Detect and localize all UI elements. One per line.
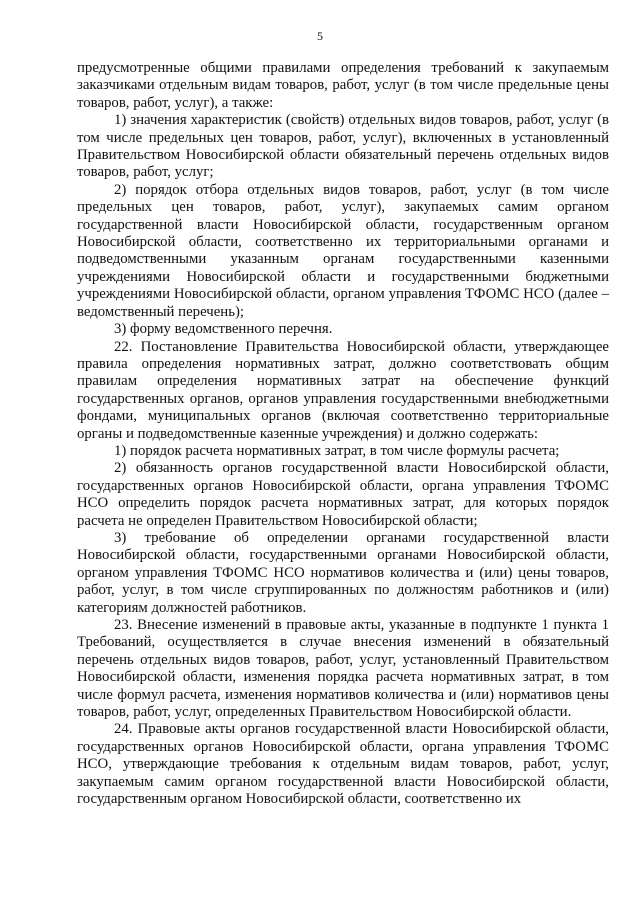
document-body	[77, 60, 609, 808]
paragraph-clause-22-item-1: 1) порядок расчета нормативных затрат, в том числе формулы расчета;	[114, 442, 560, 459]
paragraph-item-1: 1) значения характеристик (свойств) отдельных видов товаров, работ, услуг (в том числе предельных цен товаров, работ, услуг), включенных в установленный Правительством Новосибирской области обязательный перечень отдельных видов товаров, работ, услуг;	[77, 112, 609, 181]
paragraph-item-2: 2) порядок отбора отдельных видов товаров, работ, услуг (в том числе предельных цен товаров, работ, услуг), закупаемых самим органом государственной власти Новосибирской области, государственным органом Новосибирской области, соответственно их территориальными органами и подведомственными указанным органам государственными казенными учреждениями Новосибирской области и государственными бюджетными учреждениями Новосибирской области, органом управления ТФОМС НСО (далее – ведомственный перечень);	[77, 181, 609, 320]
paragraph-clause-22-item-3: 3) требование об определении органами государственной власти Новосибирской области, государственными органами Новосибирской области, органом управления ТФОМС НСО нормативов количества и (или) цены товаров, работ, услуг, в том числе сгруппированных по должностям работников и (или) категориям должностей работников.	[77, 529, 609, 616]
paragraph-continuation: предусмотренные общими правилами определения требований к закупаемым заказчиками отдельным видам товаров, работ, услуг (в том числе предельные цены товаров, работ, услуг), а также:	[77, 60, 609, 111]
paragraph-clause-22: 22. Постановление Правительства Новосибирской области, утверждающее правила определения нормативных затрат, должно соответствовать общим правилам определения нормативных затрат на обеспечение функций государственных органов, органов управления государственными внебюджетными фондами, муниципальных органов (включая соответственно территориальные органы и подведомственные казенные учреждения) и должно содержать:	[77, 338, 609, 442]
paragraph-clause-24: 24. Правовые акты органов государственной власти Новосибирской области, государственных органов Новосибирской области, органа управления ТФОМС НСО, утверждающие требования к отдельным видам товаров, работ, услуг, закупаемым самим органом государственной власти Новосибирской области, государственным органом Новосибирской области, соответственно их	[77, 721, 609, 808]
paragraph-item-3: 3) форму ведомственного перечня.	[114, 321, 333, 338]
paragraph-clause-23: 23. Внесение изменений в правовые акты, указанные в подпункте 1 пункта 1 Требований, осуществляется в случае внесения изменений в обязательный перечень отдельных видов товаров, работ, услуг, установленный Правительством Новосибирской области, изменения порядка расчета нормативных затрат, в том числе формул расчета, изменения нормативов количества и (или) нормативов цены товаров, работ, услуг, определенных Правительством Новосибирской области.	[77, 617, 609, 721]
paragraph-clause-22-item-2: 2) обязанность органов государственной власти Новосибирской области, государственных органов Новосибирской области, органа управления ТФОМС НСО определить порядок расчета нормативных затрат, для которых порядок расчета не определен Правительством Новосибирской области;	[77, 460, 609, 529]
page-number: 5	[317, 29, 323, 43]
